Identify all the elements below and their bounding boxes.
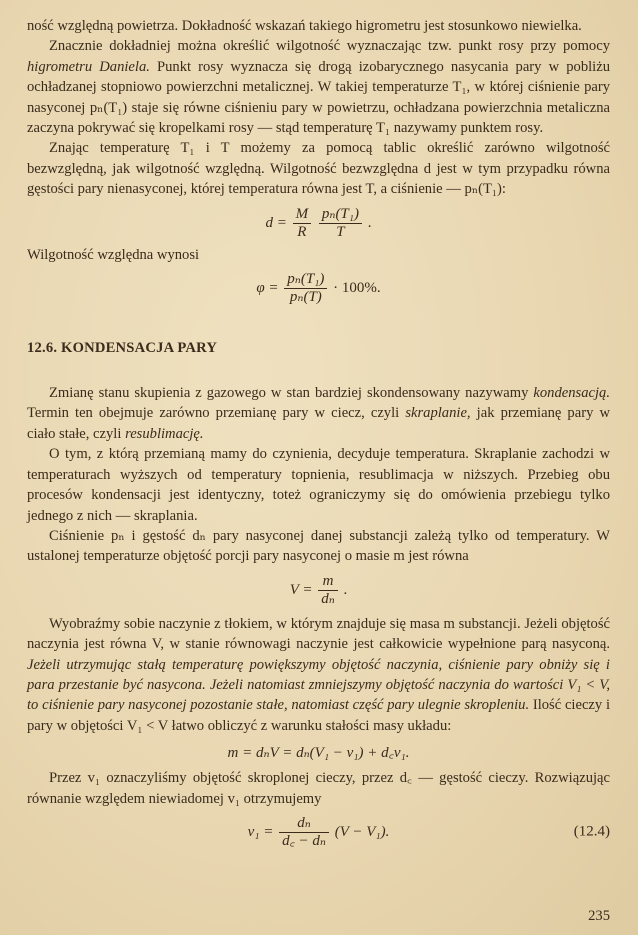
paragraph-humidity: Znając temperaturę T₁ i T możemy za pomocą tablic określić zarówno wilgotność bezwzględną, jak wilgotność względną. Wilgotność bezwzględna d jest w tym przypadku równa gęstości pary nienasyconej, której temperatura równa jest T, a ciśnienie — pₙ(T₁): — [27, 140, 610, 198]
text-run: Znacznie dokładniej można określić wilgotność wyznaczając tzw. punkt rosy przy pomocy — [49, 38, 610, 55]
fraction — [279, 815, 329, 850]
paragraph-dew-point — [27, 36, 610, 138]
paragraph-temperature: O tym, z którą przemianą mamy do czynienia, decyduje temperatura. Skraplanie zachodzi w temperaturach wyższych od temperatury topnienia, resublimacja w niższych. Przebieg obu procesów kondensacji jest identyczny, toteż ograniczymy się do omówienia przebiegu tylko jednego z nich — skraplania. — [27, 446, 610, 524]
text-run: Zmianę stanu skupienia z gazowego w stan bardziej skondensowany nazywamy — [49, 385, 534, 402]
denominator: dₙ — [321, 590, 335, 607]
text-run: Punkt rosy wyznacza się drogą izobarycznego nasycania pary w pobliżu ochładzanej stopniowo powierzchni metalicznej. W takiej temperaturze T₁, w której ciśnienie pary nasyconej pₙ(T₁) staje się równe ciśnieniu pary w powietrzu, ochładzana powierzchnia metaliczna zaczyna pokrywać się kropelkami rosy — stąd temperaturę T₁ nazywamy punktem rosy. — [27, 58, 610, 137]
fraction — [284, 271, 327, 306]
equation-lhs: d = — [265, 214, 287, 231]
text-run: Termin ten obejmuje zarówno przemianę pary w ciecz, czyli — [27, 405, 406, 422]
equation-12-4 — [27, 815, 610, 850]
equation-volume — [27, 573, 610, 608]
equation-tail: · 100%. — [333, 280, 381, 297]
section-title: 12.6. KONDENSACJA PARY — [27, 340, 218, 357]
italic-emphasis: Jeżeli utrzymując stałą temperaturę powiększymy objętość naczynia, ciśnienie pary obniży się i para przestanie być nasycona. Jeżeli natomiast zmniejszymy objętość naczynia do wartości V₁ < V, to ciśnienie pary nasyconej pozostanie stałe, natomiast część pary ulegnie skropleniu. — [27, 656, 610, 714]
paragraph-relative-humidity: Wilgotność względna wynosi — [27, 246, 200, 263]
italic-term: resublimację. — [125, 425, 204, 442]
spacer — [27, 357, 610, 383]
numerator: pₙ(T₁) — [284, 271, 327, 289]
italic-term: kondensacją. — [533, 385, 610, 402]
numerator: M — [293, 206, 312, 224]
page-number: 235 — [588, 908, 610, 924]
equation-tail: (V − V₁). — [334, 823, 390, 840]
equation-lhs: V = — [289, 581, 313, 598]
numerator: dₙ — [279, 815, 329, 833]
denominator: R — [297, 223, 307, 240]
equation-lhs: φ = — [256, 280, 279, 297]
denominator: T — [336, 223, 345, 240]
equation-body: m = dₙV = dₙ(V₁ − v₁) + d꜀v₁. — [227, 745, 410, 762]
equation-lhs: v₁ = — [247, 823, 274, 840]
text-run: jak przemianę pary w ciało stałe, czyli — [27, 405, 610, 442]
equation-tail: . — [367, 214, 372, 231]
fraction — [293, 206, 312, 241]
denominator: pₙ(T) — [289, 289, 322, 306]
italic-term: skraplanie, — [405, 405, 471, 422]
equation-absolute-humidity — [27, 206, 610, 241]
paragraph-saturated-vapour: Ciśnienie pₙ i gęstość dₙ pary nasyconej danej substancji zależą tylko od temperatury. W ustalonej temperaturze objętość porcji pary nasyconej o masie m jest równa — [27, 527, 610, 565]
text-run: Ilość cieczy i pary w objętości V₁ < V łatwo obliczyć z warunku stałości masy układu: — [27, 697, 610, 734]
fraction — [319, 206, 362, 241]
paragraph-condensation-definition — [27, 383, 610, 444]
equation-mass-balance — [27, 742, 610, 762]
paragraph-liquid-volume: Przez v₁ oznaczyliśmy objętość skroplonej cieczy, przez d꜀ — gęstość cieczy. Rozwiązując równanie względem niewiadomej v₁ otrzymujemy — [27, 770, 610, 807]
numerator: pₙ(T₁) — [319, 206, 362, 224]
equation-relative-humidity — [27, 271, 610, 306]
numerator: m — [318, 573, 338, 591]
paragraph-piston — [27, 614, 610, 736]
denominator: d꜀ − dₙ — [282, 832, 326, 849]
paragraph-continuation: ność względną powietrza. Dokładność wskazań takiego higrometru jest stosunkowo niewielka. — [27, 18, 582, 34]
fraction — [318, 573, 338, 608]
equation-tail: . — [343, 581, 348, 598]
text-run: Wyobraźmy sobie naczynie z tłokiem, w którym znajduje się masa m substancji. Jeżeli objętość naczynia jest równa V, w stanie równowagi naczynie jest całkowicie wypełnione parą nasyconą. — [27, 615, 610, 653]
italic-term: higrometru Daniela. — [27, 58, 150, 75]
equation-number: (12.4) — [573, 823, 610, 840]
